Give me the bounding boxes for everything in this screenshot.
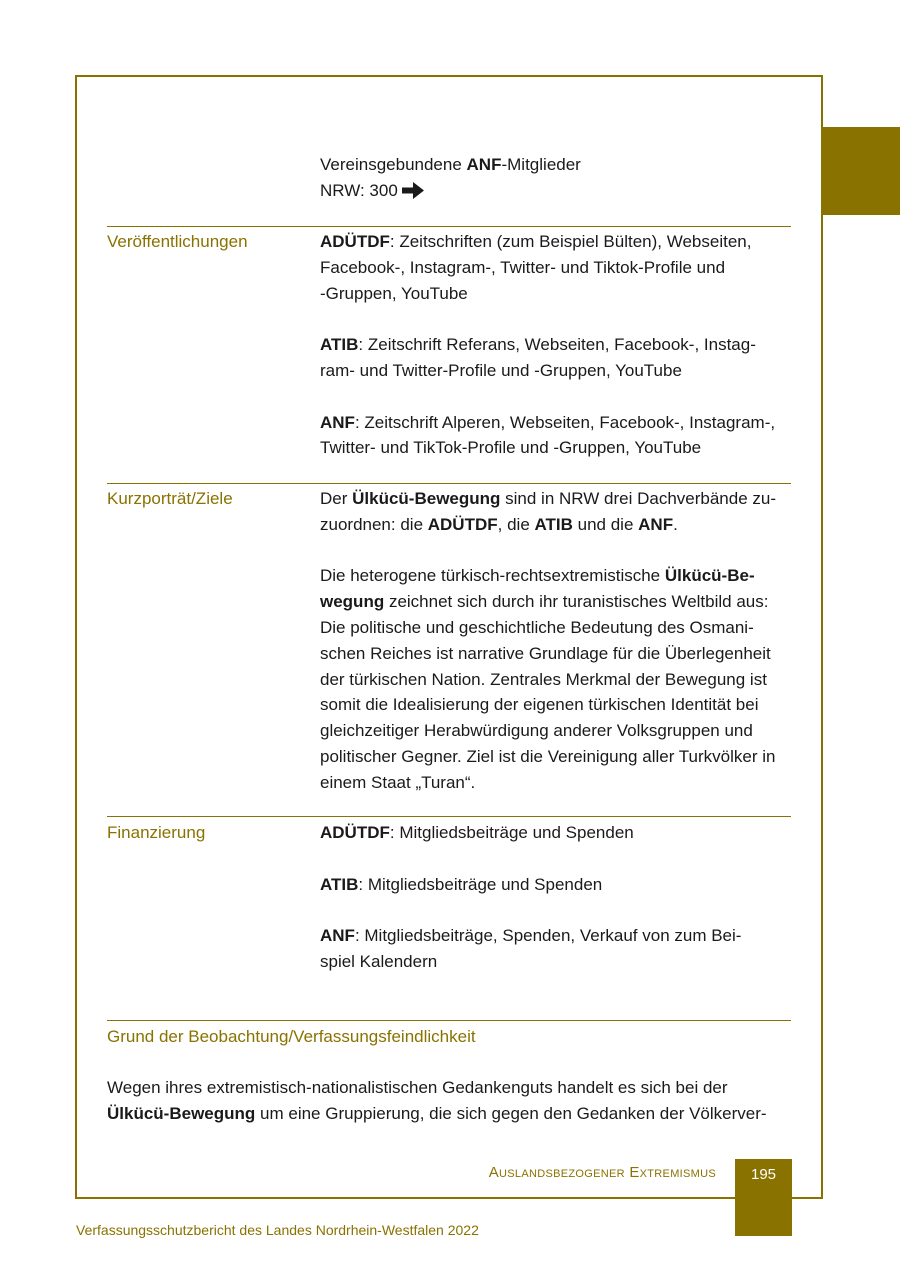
text-line: ram- und Twitter-Profile und -Gruppen, YouTube <box>320 360 682 380</box>
section-divider <box>107 816 791 817</box>
text-line: Twitter- und TikTok-Profile und -Gruppen, YouTube <box>320 438 702 458</box>
kurzportraet-content <box>320 486 795 796</box>
section-divider <box>107 483 791 484</box>
text-line: somit die Idealisierung der eigenen türkischen Identität bei <box>320 695 759 715</box>
text-line: Facebook-, Instagram-, Twitter- und Tiktok-Profile und <box>320 257 726 277</box>
publication-adutdf: ADÜTDF: Zeitschriften (zum Beispiel Bülten), Webseiten, <box>320 232 752 251</box>
publication-atib: ATIB: Zeitschrift Referans, Webseiten, Facebook-, Instag- <box>320 335 756 355</box>
text-line: zuordnen: die ADÜTDF, die ATIB und die ANF. <box>320 514 678 534</box>
text-line: der türkischen Nation. Zentrales Merkmal der Bewegung ist <box>320 669 767 689</box>
text-line: politischer Gegner. Ziel ist die Vereinigung aller Turkvölker in <box>320 746 776 766</box>
grund-content <box>107 1075 797 1127</box>
text-line: -Gruppen, YouTube <box>320 283 468 303</box>
finanzierung-content <box>320 820 795 975</box>
financing-atib: ATIB: Mitgliedsbeiträge und Spenden <box>320 874 603 894</box>
running-head: Auslandsbezogener Extremismus <box>488 1164 716 1181</box>
section-label-finanzierung: Finanzierung <box>107 823 206 842</box>
chapter-tab <box>823 127 900 215</box>
publication-anf: ANF: Zeitschrift Alperen, Webseiten, Facebook-, Instagram-, <box>320 412 776 432</box>
veroeffentlichungen-content <box>320 229 795 461</box>
text-line: wegung zeichnet sich durch ihr turanistisches Weltbild aus: <box>320 592 769 612</box>
anf-members-block <box>320 152 795 204</box>
financing-anf: ANF: Mitgliedsbeiträge, Spenden, Verkauf von zum Bei- <box>320 926 742 946</box>
section-heading-grund: Grund der Beobachtung/Verfassungsfeindlichkeit <box>107 1027 476 1046</box>
section-divider <box>107 1020 791 1021</box>
arrow-right-icon <box>402 182 424 199</box>
text-line: Ülkücü-Bewegung um eine Gruppierung, die sich gegen den Gedanken der Völkerver- <box>107 1103 767 1123</box>
page-number: 195 <box>750 1166 777 1183</box>
nrw-count-line: NRW: 300 <box>320 178 795 204</box>
text-line: Die heterogene türkisch-rechtsextremistische Ülkücü-Be- <box>320 566 755 586</box>
text-line: schen Reiches ist narrative Grundlage für die Überlegenheit <box>320 643 771 663</box>
text-line: Die politische und geschichtliche Bedeutung des Osmani- <box>320 617 754 637</box>
section-label-veroeffentlichungen: Veröffentlichungen <box>107 232 248 251</box>
footer-text: Verfassungsschutzbericht des Landes Nordrhein-Westfalen 2022 <box>76 1222 479 1238</box>
text-line: Wegen ihres extremistisch-nationalistischen Gedankenguts handelt es sich bei der <box>107 1078 728 1097</box>
financing-adutdf: ADÜTDF: Mitgliedsbeiträge und Spenden <box>320 823 634 842</box>
text-line: gleichzeitiger Herabwürdigung anderer Volksgruppen und <box>320 721 753 741</box>
section-label-kurzportraet: Kurzporträt/Ziele <box>107 489 233 508</box>
anf-members-line: Vereinsgebundene ANF-Mitglieder <box>320 155 581 174</box>
text-line: Der Ülkücü-Bewegung sind in NRW drei Dachverbände zu- <box>320 489 777 508</box>
section-divider <box>107 226 791 227</box>
text-line: spiel Kalendern <box>320 951 438 971</box>
text-line: einem Staat „Turan“. <box>320 772 476 792</box>
